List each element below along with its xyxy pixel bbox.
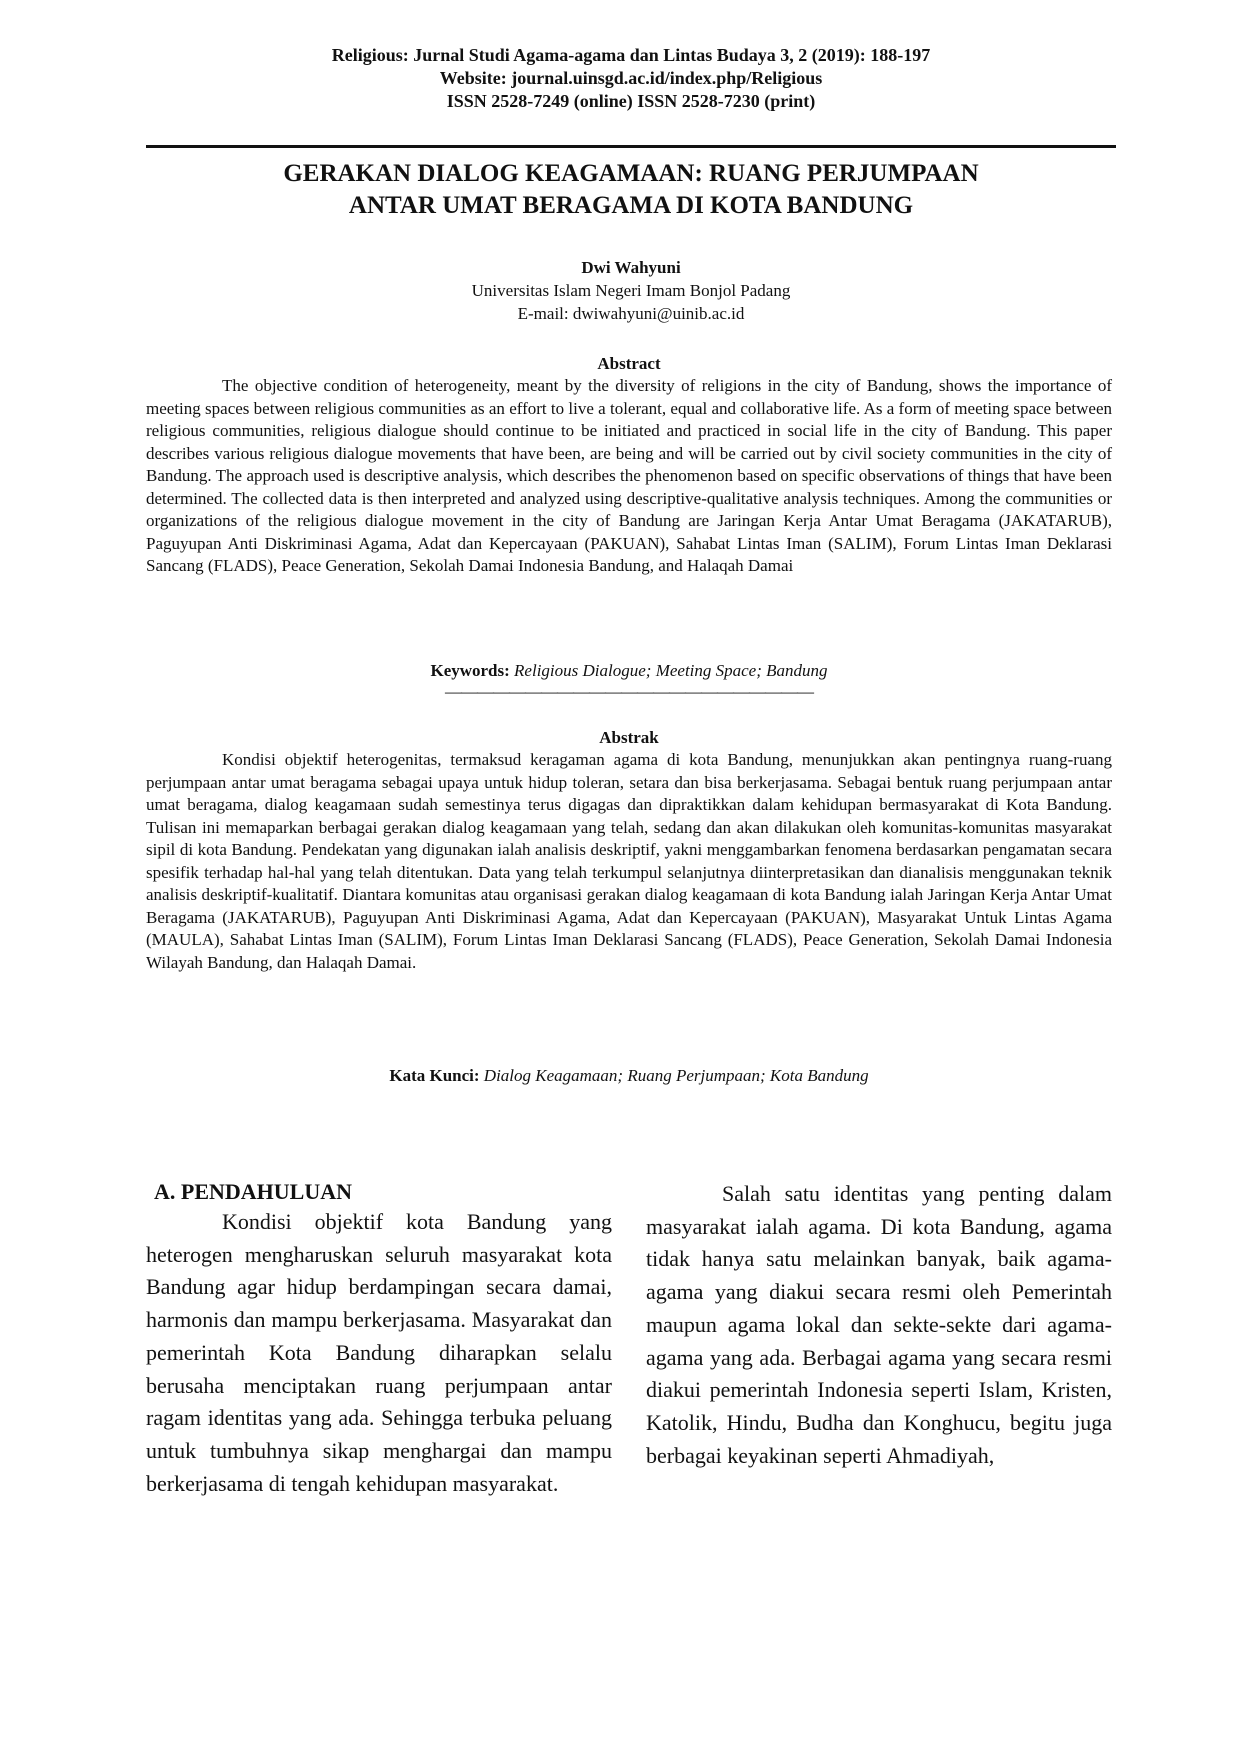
abstract-heading: Abstract bbox=[597, 354, 661, 373]
body-column-right bbox=[646, 1178, 1112, 1472]
author-email: E-mail: dwiwahyuni@uinib.ac.id bbox=[517, 304, 745, 323]
journal-citation: Religious: Jurnal Studi Agama-agama dan Lintas Budaya 3, 2 (2019): 188-197 bbox=[331, 45, 931, 65]
abstrak-heading: Abstrak bbox=[599, 728, 659, 747]
abstract-indonesian bbox=[146, 727, 1112, 974]
section-heading-pendahuluan: A. PENDAHULUAN bbox=[154, 1179, 352, 1204]
journal-website: Website: journal.uinsgd.ac.id/index.php/Religious bbox=[439, 68, 823, 88]
journal-issn: ISSN 2528-7249 (online) ISSN 2528-7230 (print) bbox=[446, 91, 816, 111]
keywords-english bbox=[146, 660, 1112, 682]
kata-kunci-value: Dialog Keagamaan; Ruang Perjumpaan; Kota Bandung bbox=[483, 1066, 869, 1085]
title-line-1: GERAKAN DIALOG KEAGAMAAN: RUANG PERJUMPAAN bbox=[283, 160, 979, 187]
author-affiliation: Universitas Islam Negeri Imam Bonjol Padang bbox=[471, 281, 791, 300]
abstract-separator: ——————————————————————— bbox=[445, 682, 813, 701]
keywords-label: Keywords: bbox=[430, 661, 510, 680]
body-column-left bbox=[146, 1178, 612, 1500]
title-line-2: ANTAR UMAT BERAGAMA DI KOTA BANDUNG bbox=[348, 192, 914, 219]
abstract-english bbox=[146, 353, 1112, 578]
journal-header bbox=[146, 44, 1116, 113]
header-rule bbox=[146, 145, 1116, 148]
abstract-body: The objective condition of heterogeneity, meant by the diversity of religions in the city of Bandung, shows the importance of meeting spaces between religious communities as an effort to live a tolerant, equal and collaborative life. As a form of meeting space between religious communities, religious dialogue should continue to be initiated and practiced in social life in the city of Bandung. This paper describes various religious dialogue movements that have been, are being and will be carried out by civil society communities in the city of Bandung. The approach used is descriptive analysis, which describes the phenomenon based on specific observations of things that have been determined. The collected data is then interpreted and analyzed using descriptive-qualitative analysis techniques. Among the communities or organizations of the religious dialogue movement in the city of Bandung are Jaringan Kerja Antar Umat Beragama (JAKATARUB), Paguyupan Anti Diskriminasi Agama, Adat dan Kepercayaan (PAKUAN), Sahabat Lintas Iman (SALIM), Forum Lintas Iman Deklarasi Sancang (FLADS), Peace Generation, Sekolah Damai Indonesia Bandung, and Halaqah Damai bbox=[146, 376, 1112, 575]
author-name: Dwi Wahyuni bbox=[581, 258, 681, 277]
body-paragraph: Salah satu identitas yang penting dalam masyarakat ialah agama. Di kota Bandung, agama tidak hanya satu melainkan banyak, baik agama-agama yang diakui secara resmi oleh Pemerintah maupun agama lokal dan sekte-sekte dari agama-agama yang ada. Berbagai agama yang secara resmi diakui pemerintah Indonesia seperti Islam, Kristen, Katolik, Hindu, Budha dan Konghucu, begitu juga berbagai keyakinan seperti Ahmadiyah, bbox=[646, 1181, 1112, 1468]
author-block bbox=[146, 256, 1116, 325]
body-paragraph: Kondisi objektif kota Bandung yang heterogen mengharuskan seluruh masyarakat kota Bandung agar hidup berdampingan secara damai, harmonis dan mampu berkerjasama. Masyarakat dan pemerintah Kota Bandung diharapkan selalu berusaha menciptakan ruang perjumpaan antar ragam identitas yang ada. Sehingga terbuka peluang untuk tumbuhnya sikap menghargai dan mampu berkerjasama di tengah kehidupan masyarakat. bbox=[146, 1209, 612, 1496]
keywords-value: Religious Dialogue; Meeting Space; Bandung bbox=[514, 661, 828, 680]
abstrak-body: Kondisi objektif heterogenitas, termaksud keragaman agama di kota Bandung, menunjukkan akan pentingnya ruang-ruang perjumpaan antar umat beragama sebagai upaya untuk hidup toleran, setara dan bisa berkerjasama. Sebagai bentuk ruang perjumpaan antar umat beragama, dialog keagamaan sudah semestinya terus digagas dan dipraktikkan dalam kehidupan bermasyarakat di Kota Bandung. Tulisan ini memaparkan berbagai gerakan dialog keagamaan yang telah, sedang dan akan dilakukan oleh komunitas-komunitas masyarakat sipil di kota Bandung. Pendekatan yang digunakan ialah analisis deskriptif, yakni menggambarkan fenomena berdasarkan pengamatan secara spesifik terhadap hal-hal yang telah ditentukan. Data yang telah terkumpul selanjutnya diinterpretasikan dan dianalisis menggunakan teknik analisis deskriptif-kualitatif. Diantara komunitas atau organisasi gerakan dialog keagamaan di kota Bandung ialah Jaringan Kerja Antar Umat Beragama (JAKATARUB), Paguyupan Anti Diskriminasi Agama, Adat dan Kepercayaan (PAKUAN), Masyarakat Untuk Lintas Agama (MAULA), Sahabat Lintas Iman (SALIM), Forum Lintas Iman Deklarasi Sancang (FLADS), Peace Generation, Sekolah Damai Indonesia Wilayah Bandung, dan Halaqah Damai. bbox=[146, 750, 1112, 972]
keywords-indonesian bbox=[146, 1065, 1112, 1087]
paper-title bbox=[146, 158, 1116, 222]
kata-kunci-label: Kata Kunci: bbox=[389, 1066, 480, 1085]
